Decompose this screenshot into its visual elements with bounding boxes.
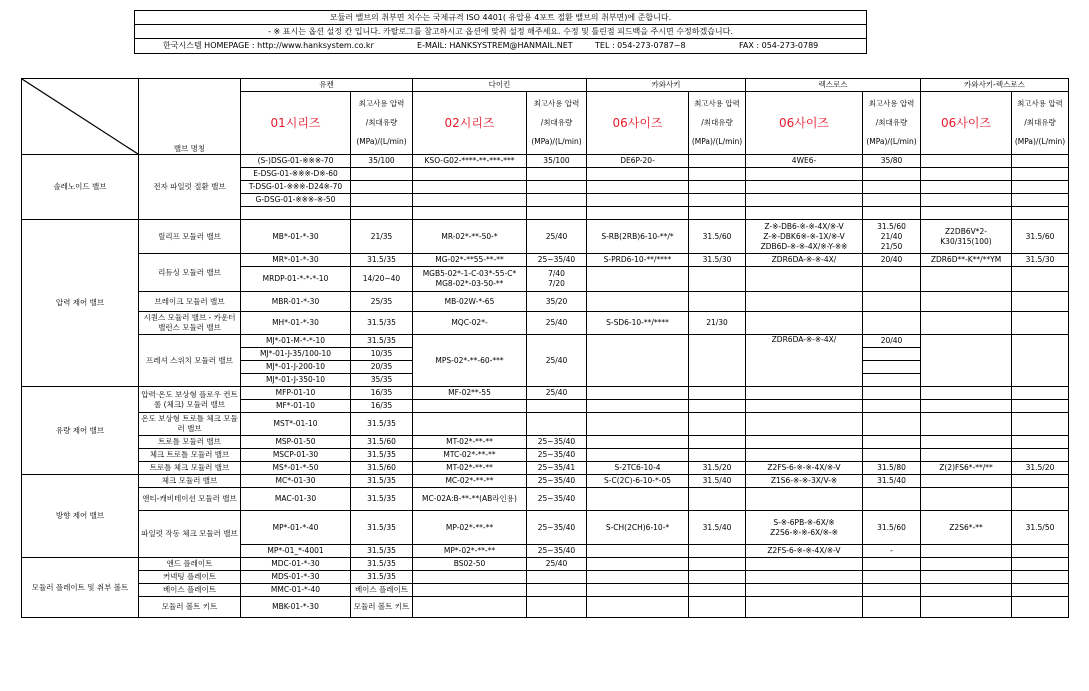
maker-daikin: 다이킨 [413,79,587,92]
model-cell: MDS-01-*-30 [241,571,351,584]
model-cell: S-2TC6-10-4 [587,462,689,475]
pressure-cell: - [863,545,921,558]
pressure-cell: 35/20 [527,292,587,312]
series-yuken: 01시리즈 [241,92,351,155]
model-cell: MTC-02*-**-** [413,449,527,462]
model-cell: Z-※-DB6-※-※-4X/※-V Z-※-DBK6※-※-1X/※-V ZDB6D-※-※-4X/※-Y-※※ [746,220,863,254]
model-cell: MR*-01-*-30 [241,254,351,267]
model-cell: (S-)DSG-01-※※※-70 [241,155,351,168]
valve-name: 온도 보상형 트로틀 체크 모듈러 밸브 [139,413,241,436]
pressure-cell: 35/35 [351,374,413,387]
valve-name: 베이스 플레이트 [139,584,241,597]
fax-text: FAX : 054-273-0789 [739,41,819,50]
valve-name: 트로틀 모듈러 밸브 [139,436,241,449]
notice-option: - ※ 표시는 옵션 설정 칸 입니다. 카탈로그를 참고하시고 옵션에 맞춰 설정 해주세요. 수정 및 틀린점 피드백을 주시면 수정하겠습니다. [135,25,866,39]
pressure-cell: 베이스 플레이트 [351,584,413,597]
valve-name: 트로틀 체크 모듈러 밸브 [139,462,241,475]
pressure-cell: 31.5/60 [351,462,413,475]
pressure-cell: 31.5/40 [689,475,746,488]
pressure-header: 최고사용 압력 /최대유량 (MPa)/(L/min) [1012,92,1069,155]
series-kawasaki: 06사이즈 [587,92,689,155]
model-cell: MAC-01-30 [241,488,351,511]
model-cell: MBK-01-*-30 [241,597,351,618]
model-cell: DE6P-20- [587,155,689,168]
pressure-cell: 20/40 [863,335,921,348]
model-cell: MJ*-01-M-*-*-10 [241,335,351,348]
model-cell: G-DSG-01-※※※-※-50 [241,194,351,207]
model-cell: S-CH(2CH)6-10-* [587,511,689,545]
pressure-cell: 35/100 [527,155,587,168]
maker-yuken: 유켄 [241,79,413,92]
model-cell: Z2S6*-** [921,511,1012,545]
model-cell: MDC-01-*-30 [241,558,351,571]
model-cell: MBR-01-*-30 [241,292,351,312]
pressure-cell: 31.5/30 [689,254,746,267]
pressure-header: 최고사용 압력 /최대유량 (MPa)/(L/min) [689,92,746,155]
valve-name: 파일럿 작동 체크 모듈러 밸브 [139,511,241,558]
model-cell: ZDR6DA-※-※-4X/ [746,335,863,387]
group-pressure: 압력 제어 밸브 [22,220,139,387]
pressure-header: 최고사용 압력 /최대유량 (MPa)/(L/min) [863,92,921,155]
maker-kawasaki-rexroth: 카와사키-렉스로스 [921,79,1069,92]
pressure-cell: 31.5/35 [351,254,413,267]
series-daikin: 02시리즈 [413,92,527,155]
pressure-cell: 21/35 [351,220,413,254]
pressure-cell: 31.5/60 21/40 21/50 [863,220,921,254]
pressure-cell: 35/100 [351,155,413,168]
pressure-cell: 31.5/50 [1012,511,1069,545]
valve-name: 엔드 플레이트 [139,558,241,571]
model-cell: BS02-50 [413,558,527,571]
email-text: E-MAIL: HANKSYSTREM@HANMAIL.NET [417,41,573,50]
valve-name: 압력·온도 보상형 플로우 컨트롤 (체크) 모듈러 밸브 [139,387,241,413]
pressure-cell: 16/35 [351,400,413,413]
model-cell: ZDR6D**-K**/**YM [921,254,1012,267]
pressure-cell: 모듈러 볼트 키트 [351,597,413,618]
model-cell: MF-02**-55 [413,387,527,400]
model-cell: MP*-01-*-40 [241,511,351,545]
pressure-cell: 31.5/60 [689,220,746,254]
diagonal-line [22,79,138,154]
pressure-cell: 31.5/20 [689,462,746,475]
model-cell: MR-02*-**-50-* [413,220,527,254]
pressure-cell: 31.5/20 [1012,462,1069,475]
model-cell: KSO-G02-****-**-***-*** [413,155,527,168]
group-plate: 모듈러 플레이트 및 취부 볼트 [22,558,139,618]
pressure-cell: 31.5/60 [863,511,921,545]
pressure-cell: 31.5/35 [351,488,413,511]
pressure-cell: 20/35 [351,361,413,374]
corner-diagonal-cell [22,79,139,155]
pressure-cell: 31.5/35 [351,413,413,436]
model-cell: MP-02*-**-** [413,511,527,545]
tel-text: TEL : 054-273-0787~8 [595,41,686,50]
pressure-cell: 31.5/60 [351,436,413,449]
model-cell: MT-02*-**-** [413,436,527,449]
pressure-cell: 25~35/40 [527,511,587,545]
pressure-cell: 25~35/40 [527,475,587,488]
group-solenoid: 솔레노이드 밸브 [22,155,139,220]
valve-name: 브레이크 모듈러 밸브 [139,292,241,312]
maker-rexroth: 렉스로스 [746,79,921,92]
valve-name: 체크 트로틀 모듈러 밸브 [139,449,241,462]
model-cell: S-PRD6-10-**/**** [587,254,689,267]
maker-kawasaki: 카와사키 [587,79,746,92]
notice-box [134,10,867,54]
valve-name: 앤티-캐비테이션 모듈러 밸브 [139,488,241,511]
model-cell: Z1S6-※-※-3X/V-※ [746,475,863,488]
pressure-cell: 25/35 [351,292,413,312]
pressure-cell: 7/40 7/20 [527,267,587,292]
pressure-cell: 10/35 [351,348,413,361]
model-cell: MJ*-01-J-200-10 [241,361,351,374]
pressure-cell: 25/40 [527,220,587,254]
pressure-cell: 14/20~40 [351,267,413,292]
group-flow: 유량 제어 밸브 [22,387,139,475]
pressure-cell: 20/40 [863,254,921,267]
valve-name-header: 밸브 명칭 [139,79,241,155]
model-cell: MMC-01-*-40 [241,584,351,597]
valve-name: 모듈러 볼트 키트 [139,597,241,618]
model-cell: MJ*-01-J-350-10 [241,374,351,387]
model-cell: S-C(2C)-6-10-*-05 [587,475,689,488]
model-cell: S-※-6PB-※-6X/※ Z2S6-※-※-6X/※-※ [746,511,863,545]
model-cell: T-DSG-01-※※※-D24※-70 [241,181,351,194]
model-cell: MB-02W-*-65 [413,292,527,312]
pressure-cell: 31.5/80 [863,462,921,475]
model-cell: 4WE6- [746,155,863,168]
model-cell: MP*-01_*-4001 [241,545,351,558]
modular-valve-table [21,78,1069,618]
model-cell: MH*-01-*-30 [241,312,351,335]
valve-name: 체크 모듈러 밸브 [139,475,241,488]
model-cell: Z2FS-6-※-※-4X/※-V [746,545,863,558]
pressure-cell: 31.5/35 [351,312,413,335]
model-cell: MRDP-01-*-*-*-10 [241,267,351,292]
pressure-cell: 25~35/40 [527,254,587,267]
model-cell: MPS-02*-**-60-*** [413,335,527,387]
series-rexroth: 06사이즈 [746,92,863,155]
pressure-cell: 25~35/40 [527,449,587,462]
model-cell: MC-02A:B-**-**(AB라인용) [413,488,527,511]
model-cell: MQC-02*- [413,312,527,335]
pressure-cell: 16/35 [351,387,413,400]
model-cell: MT-02*-**-** [413,462,527,475]
series-kawasaki-rexroth: 06사이즈 [921,92,1012,155]
model-cell: MSCP-01-30 [241,449,351,462]
pressure-header: 최고사용 압력 /최대유량 (MPa)/(L/min) [527,92,587,155]
model-cell: MG-02*-**55-**-** [413,254,527,267]
pressure-cell: 25~35/40 [527,488,587,511]
model-cell: Z(2)FS6*-**/** [921,462,1012,475]
valve-name: 리듀싱 모듈러 밸브 [139,254,241,292]
pressure-cell: 31.5/30 [1012,254,1069,267]
group-direction: 방향 제어 밸브 [22,475,139,558]
valve-name: 커넥팅 플레이트 [139,571,241,584]
model-cell: MP*-02*-**-** [413,545,527,558]
pressure-cell: 25/40 [527,335,587,387]
model-cell: MJ*-01-J-35/100-10 [241,348,351,361]
model-cell: Z2DB6V*2- K30/315(100) [921,220,1012,254]
pressure-cell: 31.5/35 [351,335,413,348]
pressure-cell: 31.5/60 [1012,220,1069,254]
model-cell: ZDR6DA-※-※-4X/ [746,254,863,267]
valve-name: 전자 파일럿 절환 밸브 [139,155,241,220]
pressure-cell: 31.5/35 [351,545,413,558]
valve-name: 프레셔 스위치 모듈러 밸브 [139,335,241,387]
contact-line [135,39,866,52]
model-cell: MB*-01-*-30 [241,220,351,254]
pressure-cell: 31.5/35 [351,475,413,488]
model-cell: MFP-01-10 [241,387,351,400]
valve-name: 시퀀스 모듈러 밸브 - 카운터 밸런스 모듈러 밸브 [139,312,241,335]
model-cell: MF*-01-10 [241,400,351,413]
model-cell: MC*-01-30 [241,475,351,488]
model-cell: MGB5-02*-1-C-03*-55-C* MG8-02*-03-50-** [413,267,527,292]
notice-iso: 모듈러 밸브의 취부면 치수는 국제규격 ISO 4401( 유압용 4포트 절환 밸브의 취부면)에 준합니다. [135,11,866,25]
model-cell: MC-02*-**-** [413,475,527,488]
model-cell: MS*-01-*-50 [241,462,351,475]
pressure-header: 최고사용 압력 /최대유량 (MPa)/(L/min) [351,92,413,155]
model-cell: Z2FS-6-※-※-4X/※-V [746,462,863,475]
pressure-cell: 31.5/35 [351,571,413,584]
pressure-cell: 25~35/41 [527,462,587,475]
pressure-cell: 25/40 [527,387,587,400]
pressure-cell: 31.5/35 [351,511,413,545]
pressure-cell: 25/40 [527,558,587,571]
pressure-cell: 31.5/40 [863,475,921,488]
model-cell: MST*-01-10 [241,413,351,436]
homepage-text: 한국시스템 HOMEPAGE : http://www.hanksystem.co.kr [163,41,374,50]
pressure-cell: 35/80 [863,155,921,168]
pressure-cell: 21/30 [689,312,746,335]
model-cell: S-RB(2RB)6-10-**/* [587,220,689,254]
pressure-cell: 31.5/35 [351,449,413,462]
pressure-cell: 25~35/40 [527,545,587,558]
model-cell: MSP-01-50 [241,436,351,449]
model-cell: E-DSG-01-※※※-D※-60 [241,168,351,181]
pressure-cell: 31.5/40 [689,511,746,545]
model-cell: S-SD6-10-**/**** [587,312,689,335]
pressure-cell: 25/40 [527,312,587,335]
pressure-cell: 25~35/40 [527,436,587,449]
valve-name: 릴리프 모듈러 밸브 [139,220,241,254]
pressure-cell: 31.5/35 [351,558,413,571]
